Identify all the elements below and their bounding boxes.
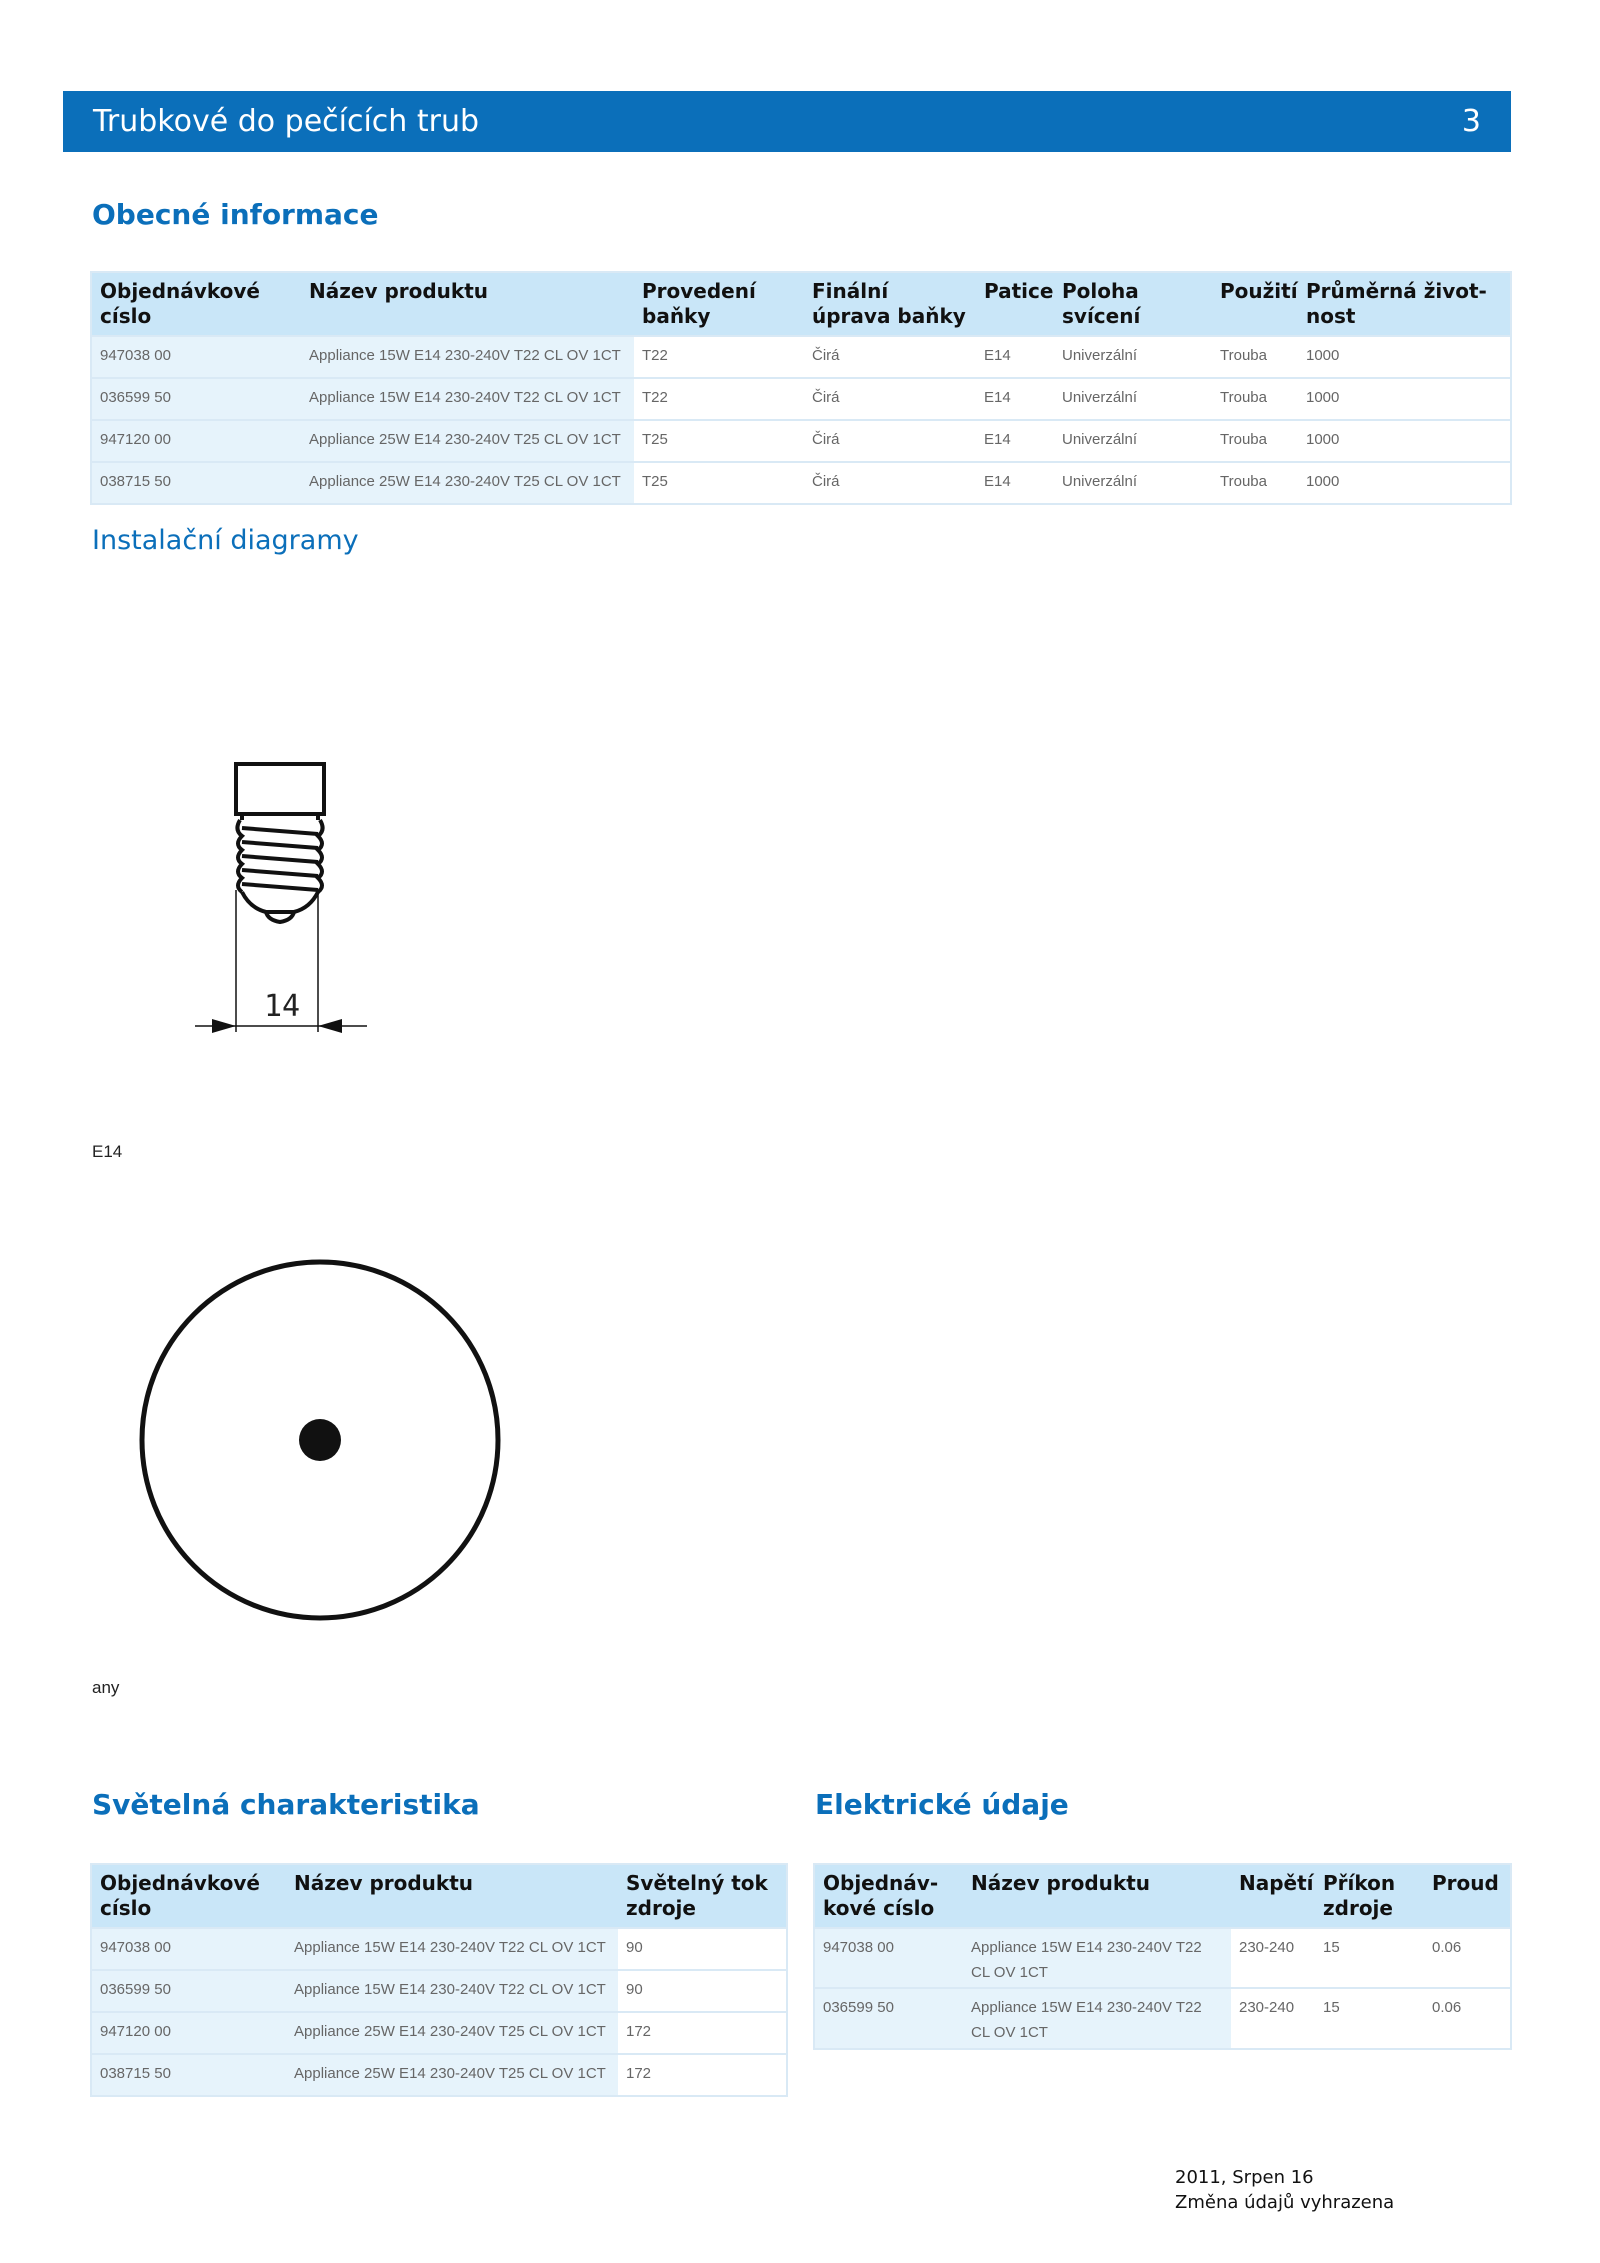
- table-row: [92, 378, 1510, 420]
- table-row: [92, 2054, 786, 2095]
- position-caption: any: [92, 1678, 120, 1697]
- col-header: Světelný tok zdroje: [618, 1865, 786, 1928]
- footer-note: Změna údajů vyhrazena: [1175, 2192, 1395, 2213]
- table-cell: Appliance 15W E14 230-240V T22 CL OV 1CT: [301, 336, 634, 378]
- table-cell: 947120 00: [92, 2012, 286, 2054]
- col-header: Název produktu: [963, 1865, 1231, 1928]
- col-header: Použití: [1212, 273, 1298, 336]
- light-table: [92, 1865, 786, 2095]
- table-cell: 1000: [1298, 462, 1510, 503]
- col-header: Příkon zdroje: [1315, 1865, 1424, 1928]
- table-cell: 947038 00: [92, 1928, 286, 1970]
- col-header: Napětí: [1231, 1865, 1315, 1928]
- table-cell: 038715 50: [92, 462, 301, 503]
- table-cell: E14: [976, 420, 1054, 462]
- table-cell: 172: [618, 2054, 786, 2095]
- base-caption: E14: [92, 1142, 123, 1161]
- table-cell: 947120 00: [92, 420, 301, 462]
- col-header: Proud: [1424, 1865, 1510, 1928]
- table-cell: 036599 50: [815, 1988, 963, 2048]
- table-cell: Čirá: [804, 420, 976, 462]
- table-cell: 172: [618, 2012, 786, 2054]
- table-cell: 90: [618, 1970, 786, 2012]
- table-row: [92, 1970, 786, 2012]
- table-cell: Trouba: [1212, 462, 1298, 503]
- table-cell: 15: [1315, 1988, 1424, 2048]
- table-cell: T25: [634, 420, 804, 462]
- table-cell: 0.06: [1424, 1928, 1510, 1988]
- table-cell: Appliance 25W E14 230-240V T25 CL OV 1CT: [301, 420, 634, 462]
- table-cell: 947038 00: [815, 1928, 963, 1988]
- page-number: 3: [1461, 104, 1481, 139]
- table-cell: 036599 50: [92, 1970, 286, 2012]
- table-cell: Trouba: [1212, 378, 1298, 420]
- table-row: [92, 420, 1510, 462]
- col-header: Objednávkové císlo: [92, 273, 301, 336]
- col-header: Patice: [976, 273, 1054, 336]
- general-heading: Obecné informace: [92, 198, 379, 231]
- table-cell: 230-240: [1231, 1928, 1315, 1988]
- table-cell: 947038 00: [92, 336, 301, 378]
- table-cell: Appliance 15W E14 230-240V T22 CL OV 1CT: [963, 1988, 1231, 2048]
- light-heading: Světelná charakteristika: [92, 1788, 480, 1821]
- table-cell: Appliance 15W E14 230-240V T22 CL OV 1CT: [286, 1928, 618, 1970]
- table-cell: 0.06: [1424, 1988, 1510, 2048]
- table-cell: E14: [976, 336, 1054, 378]
- table-cell: T25: [634, 462, 804, 503]
- table-cell: Univerzální: [1054, 462, 1212, 503]
- col-header: Název produktu: [301, 273, 634, 336]
- electric-table: [815, 1865, 1510, 2048]
- burning-position-diagram: [136, 1258, 506, 1628]
- table-cell: Appliance 15W E14 230-240V T22 CL OV 1CT: [286, 1970, 618, 2012]
- col-header: Poloha svícení: [1054, 273, 1212, 336]
- footer-date: 2011, Srpen 16: [1175, 2167, 1314, 2188]
- general-table: [92, 273, 1510, 503]
- table-cell: Appliance 25W E14 230-240V T25 CL OV 1CT: [301, 462, 634, 503]
- col-header: Objednávkové císlo: [92, 1865, 286, 1928]
- table-cell: 90: [618, 1928, 786, 1970]
- table-cell: Appliance 15W E14 230-240V T22 CL OV 1CT: [963, 1928, 1231, 1988]
- col-header: Finální úprava baňky: [804, 273, 976, 336]
- table-cell: Čirá: [804, 462, 976, 503]
- table-cell: Čirá: [804, 378, 976, 420]
- table-cell: E14: [976, 462, 1054, 503]
- table-cell: 1000: [1298, 420, 1510, 462]
- table-cell: 038715 50: [92, 2054, 286, 2095]
- table-cell: T22: [634, 378, 804, 420]
- table-cell: Appliance 25W E14 230-240V T25 CL OV 1CT: [286, 2012, 618, 2054]
- table-cell: 230-240: [1231, 1988, 1315, 2048]
- table-row: [92, 462, 1510, 503]
- table-row: [92, 1928, 786, 1970]
- dimension-label: 14: [263, 989, 301, 1024]
- page-title: Trubkové do pečících trub: [93, 104, 480, 139]
- table-cell: 1000: [1298, 336, 1510, 378]
- electric-heading: Elektrické údaje: [815, 1788, 1069, 1821]
- table-cell: Univerzální: [1054, 378, 1212, 420]
- table-cell: Univerzální: [1054, 420, 1212, 462]
- diagrams-heading: Instalační diagramy: [92, 525, 359, 556]
- table-row: [92, 336, 1510, 378]
- col-header: Provedení baňky: [634, 273, 804, 336]
- table-cell: Univerzální: [1054, 336, 1212, 378]
- table-cell: 1000: [1298, 378, 1510, 420]
- table-row: [815, 1928, 1510, 1988]
- col-header: Průměrná život-nost: [1298, 273, 1510, 336]
- table-cell: T22: [634, 336, 804, 378]
- col-header: Název produktu: [286, 1865, 618, 1928]
- table-cell: Appliance 25W E14 230-240V T25 CL OV 1CT: [286, 2054, 618, 2095]
- table-cell: 036599 50: [92, 378, 301, 420]
- table-cell: Čirá: [804, 336, 976, 378]
- table-cell: Appliance 15W E14 230-240V T22 CL OV 1CT: [301, 378, 634, 420]
- table-cell: 15: [1315, 1928, 1424, 1988]
- col-header: Objednáv-kové císlo: [815, 1865, 963, 1928]
- table-row: [815, 1988, 1510, 2048]
- page-header: [63, 91, 1511, 152]
- table-cell: Trouba: [1212, 420, 1298, 462]
- e14-base-diagram: [180, 750, 380, 1050]
- table-cell: E14: [976, 378, 1054, 420]
- table-cell: Trouba: [1212, 336, 1298, 378]
- table-row: [92, 2012, 786, 2054]
